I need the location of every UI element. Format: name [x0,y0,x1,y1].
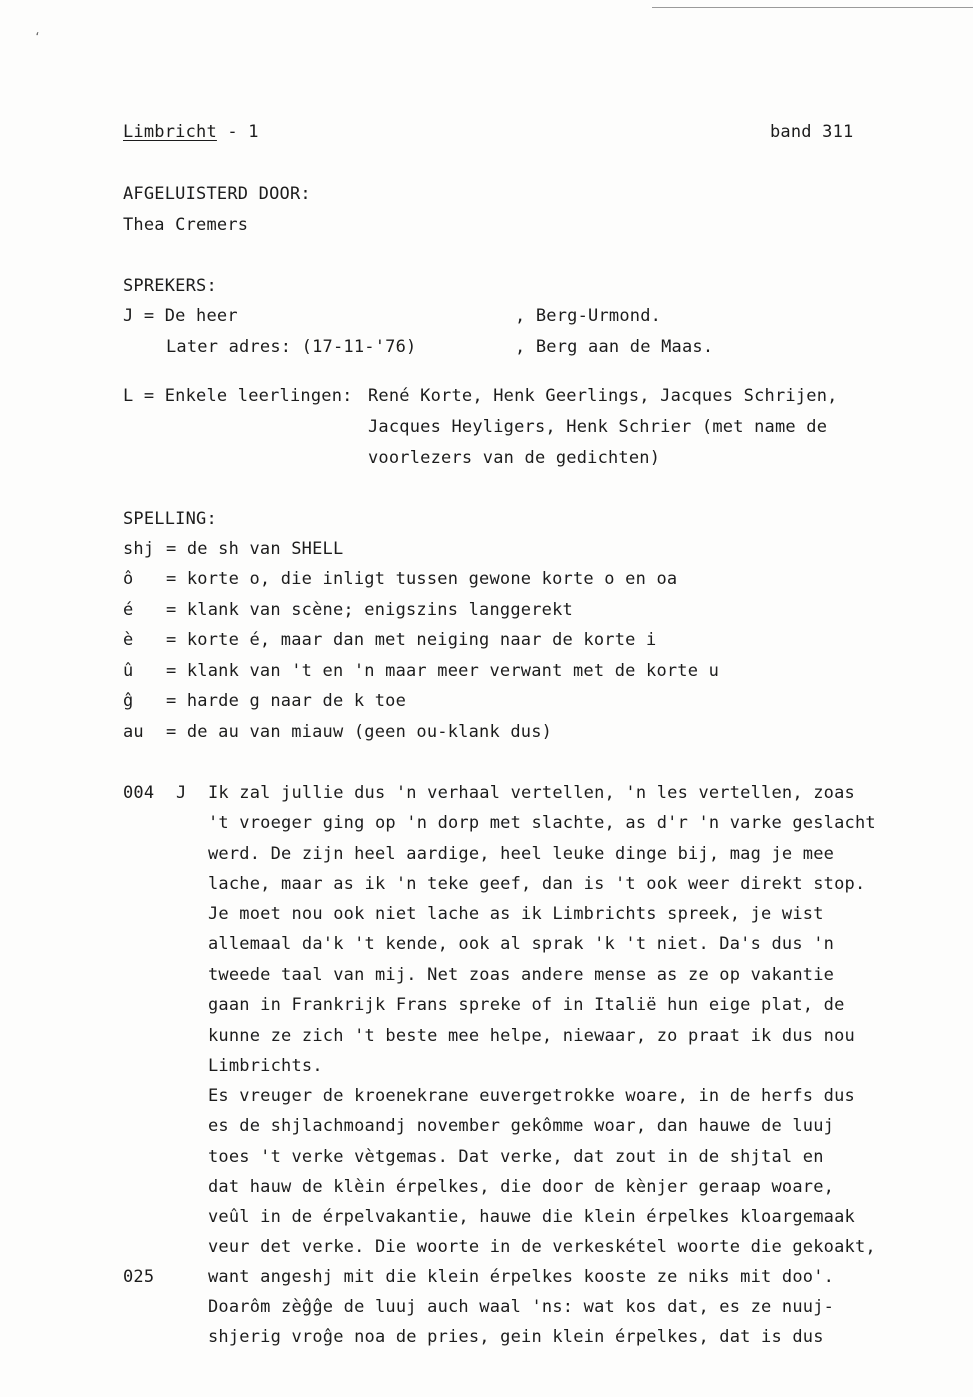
transcript-line: werd. De zijn heel aardige, heel leuke dinge bij, mag je mee [208,844,835,864]
transcript-line: shjerig vroĝe noa de pries, gein klein érpelkes, dat is dus [208,1327,824,1347]
document-title-suffix: - 1 [216,122,259,142]
spelling-description: = korte o, die inligt tussen gewone korte o en oa [166,569,678,589]
spelling-description: = korte é, maar dan met neiging naar de korte i [166,630,657,650]
document-title: Limbricht [123,122,217,142]
tape-counter: 004 [123,783,155,803]
spelling-description: = klank van 't en 'n maar meer verwant met de korte u [166,661,720,681]
transcript-line: Je moet nou ook niet lache as ik Limbrichts spreek, je wist [208,904,824,924]
speaker-j-later-address: Later adres: (17-11-'76) [166,337,417,357]
spelling-symbol: û [123,661,134,681]
header-title-line [123,121,259,143]
transcript-line: veûl in de érpelvakantie, hauwe die klein érpelkes kloargemaak [208,1207,855,1227]
speaker-l-label: L = Enkele leerlingen: [123,386,353,406]
transcript-line: lache, maar as ik 'n teke geef, dan is 't ook weer direkt stop. [208,874,866,894]
spelling-description: = klank van scène; enigszins langgerekt [166,600,573,620]
speaker-l-line-1: René Korte, Henk Geerlings, Jacques Schrijen, [368,386,838,406]
speaker-l-line-2: Jacques Heyligers, Henk Schrier (met name de [368,417,828,437]
transcript-line: gaan in Frankrijk Frans spreke of in Italië hun eige plat, de [208,995,845,1015]
listener-name: Thea Cremers [123,215,249,235]
band-number: band 311 [770,122,854,142]
speaker-j-label: J = De heer [123,306,238,326]
transcript-line: kunne ze zich 't beste mee helpe, niewaar, zo praat ik dus nou [208,1026,855,1046]
transcript-line: tweede taal van mij. Net zoas andere mense as ze op vakantie [208,965,835,985]
speaker-j-place: , Berg-Urmond. [515,306,662,326]
transcript-line: Es vreuger de kroenekrane euvergetrokke woare, in de herfs dus [208,1086,855,1106]
speaker-l-line-3: voorlezers van de gedichten) [368,448,661,468]
spelling-description: = harde g naar de k toe [166,691,407,711]
transcript-line: want angeshj mit die klein érpelkes kooste ze niks mit doo'. [208,1267,835,1287]
spelling-heading: SPELLING: [123,509,217,529]
tape-counter: 025 [123,1267,155,1287]
transcript-line: es de shjlachmoandj november gekômme woar, dan hauwe de luuj [208,1116,835,1136]
transcript-line: Limbrichts. [208,1056,323,1076]
spelling-description: = de sh van SHELL [166,539,344,559]
spelling-symbol: ô [123,569,134,589]
transcript-line: dat hauw de klèin érpelkes, die door de kènjer geraap woare, [208,1177,835,1197]
spelling-symbol: au [123,722,144,742]
speaker-j-later-place: , Berg aan de Maas. [515,337,714,357]
top-edge-line [652,7,973,8]
speaker-marker: J [176,783,187,803]
speakers-heading: SPREKERS: [123,276,217,296]
spelling-description: = de au van miauw (geen ou-klank dus) [166,722,553,742]
spelling-symbol: é [123,600,134,620]
page-speck: ‘ [34,30,41,43]
transcript-line: veur det verke. Die woorte in de verkeskétel woorte die gekoakt, [208,1237,876,1257]
transcript-line: Doarôm zèĝĝe de luuj auch waal 'ns: wat kos dat, es ze nuuj- [208,1297,835,1317]
transcript-line: toes 't verke vètgemas. Dat verke, dat zout in de shjtal en [208,1147,824,1167]
listener-heading: AFGELUISTERD DOOR: [123,184,311,204]
spelling-symbol: shj [123,539,155,559]
spelling-symbol: ĝ [123,691,134,711]
transcript-line: 't vroeger ging op 'n dorp met slachte, as d'r 'n varke geslacht [208,813,876,833]
spelling-symbol: è [123,630,134,650]
transcript-line: allemaal da'k 't kende, ook al sprak 'k 't niet. Da's dus 'n [208,934,835,954]
transcript-line: Ik zal jullie dus 'n verhaal vertellen, 'n les vertellen, zoas [208,783,855,803]
